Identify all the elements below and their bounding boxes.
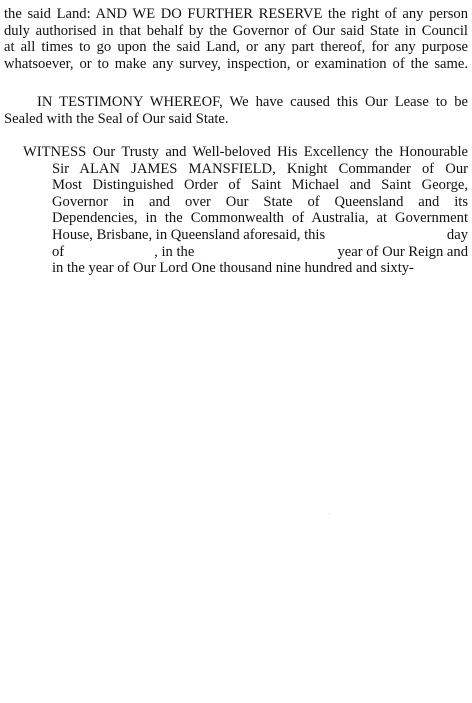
text-line xyxy=(4,194,468,211)
text-line xyxy=(4,244,468,261)
regnal-prefix: , in the xyxy=(154,243,195,260)
text-line xyxy=(4,94,468,111)
text-line-content: at all times to go upon the said Land, or any part thereof, for any purpose xyxy=(4,39,468,56)
text-line xyxy=(4,6,468,23)
text-line-content: Sealed with the Seal of Our said State. xyxy=(4,110,229,127)
text-line xyxy=(4,56,468,73)
text-line-content: Governor in and over Our State of Queensland and its xyxy=(52,193,468,210)
text-line xyxy=(4,227,468,244)
testimony-paragraph xyxy=(4,94,468,127)
reservation-paragraph xyxy=(4,6,468,72)
regnal-suffix: year of Our Reign and xyxy=(337,243,468,260)
text-line-content: IN TESTIMONY WHEREOF, We have caused this Our Lease to be xyxy=(37,94,468,110)
text-line xyxy=(4,111,468,128)
text-line-content: whatsoever, or to make any survey, inspection, or examination of the same. xyxy=(4,55,468,72)
text-line xyxy=(4,161,468,178)
text-line xyxy=(4,210,468,227)
text-line-content: WITNESS Our Trusty and Well-beloved His Excellency the Honourable xyxy=(23,144,468,160)
text-line xyxy=(4,23,468,40)
text-line-content: duly authorised in that behalf by the Governor of Our said State in Council xyxy=(4,22,468,39)
text-line xyxy=(4,144,468,161)
text-line-content: House, Brisbane, in Queensland aforesaid, this xyxy=(52,226,326,243)
day-label: day xyxy=(446,226,468,243)
text-line-content: Sir ALAN JAMES MANSFIELD, Knight Commander of Our xyxy=(52,160,468,177)
scan-speck xyxy=(329,513,330,514)
text-line-content: the said Land: AND WE DO FURTHER RESERVE the right of any person xyxy=(4,6,468,22)
text-line xyxy=(4,177,468,194)
witness-paragraph xyxy=(4,144,468,277)
text-line xyxy=(4,39,468,56)
text-line xyxy=(4,260,468,277)
text-line-content: Most Distinguished Order of Saint Michael and Saint George, xyxy=(52,177,468,194)
text-line-content: in the year of Our Lord One thousand nine hundred and sixty- xyxy=(52,260,414,277)
text-line-content: Dependencies, in the Commonwealth of Australia, at Government xyxy=(52,210,468,227)
month-label: of xyxy=(52,243,65,260)
